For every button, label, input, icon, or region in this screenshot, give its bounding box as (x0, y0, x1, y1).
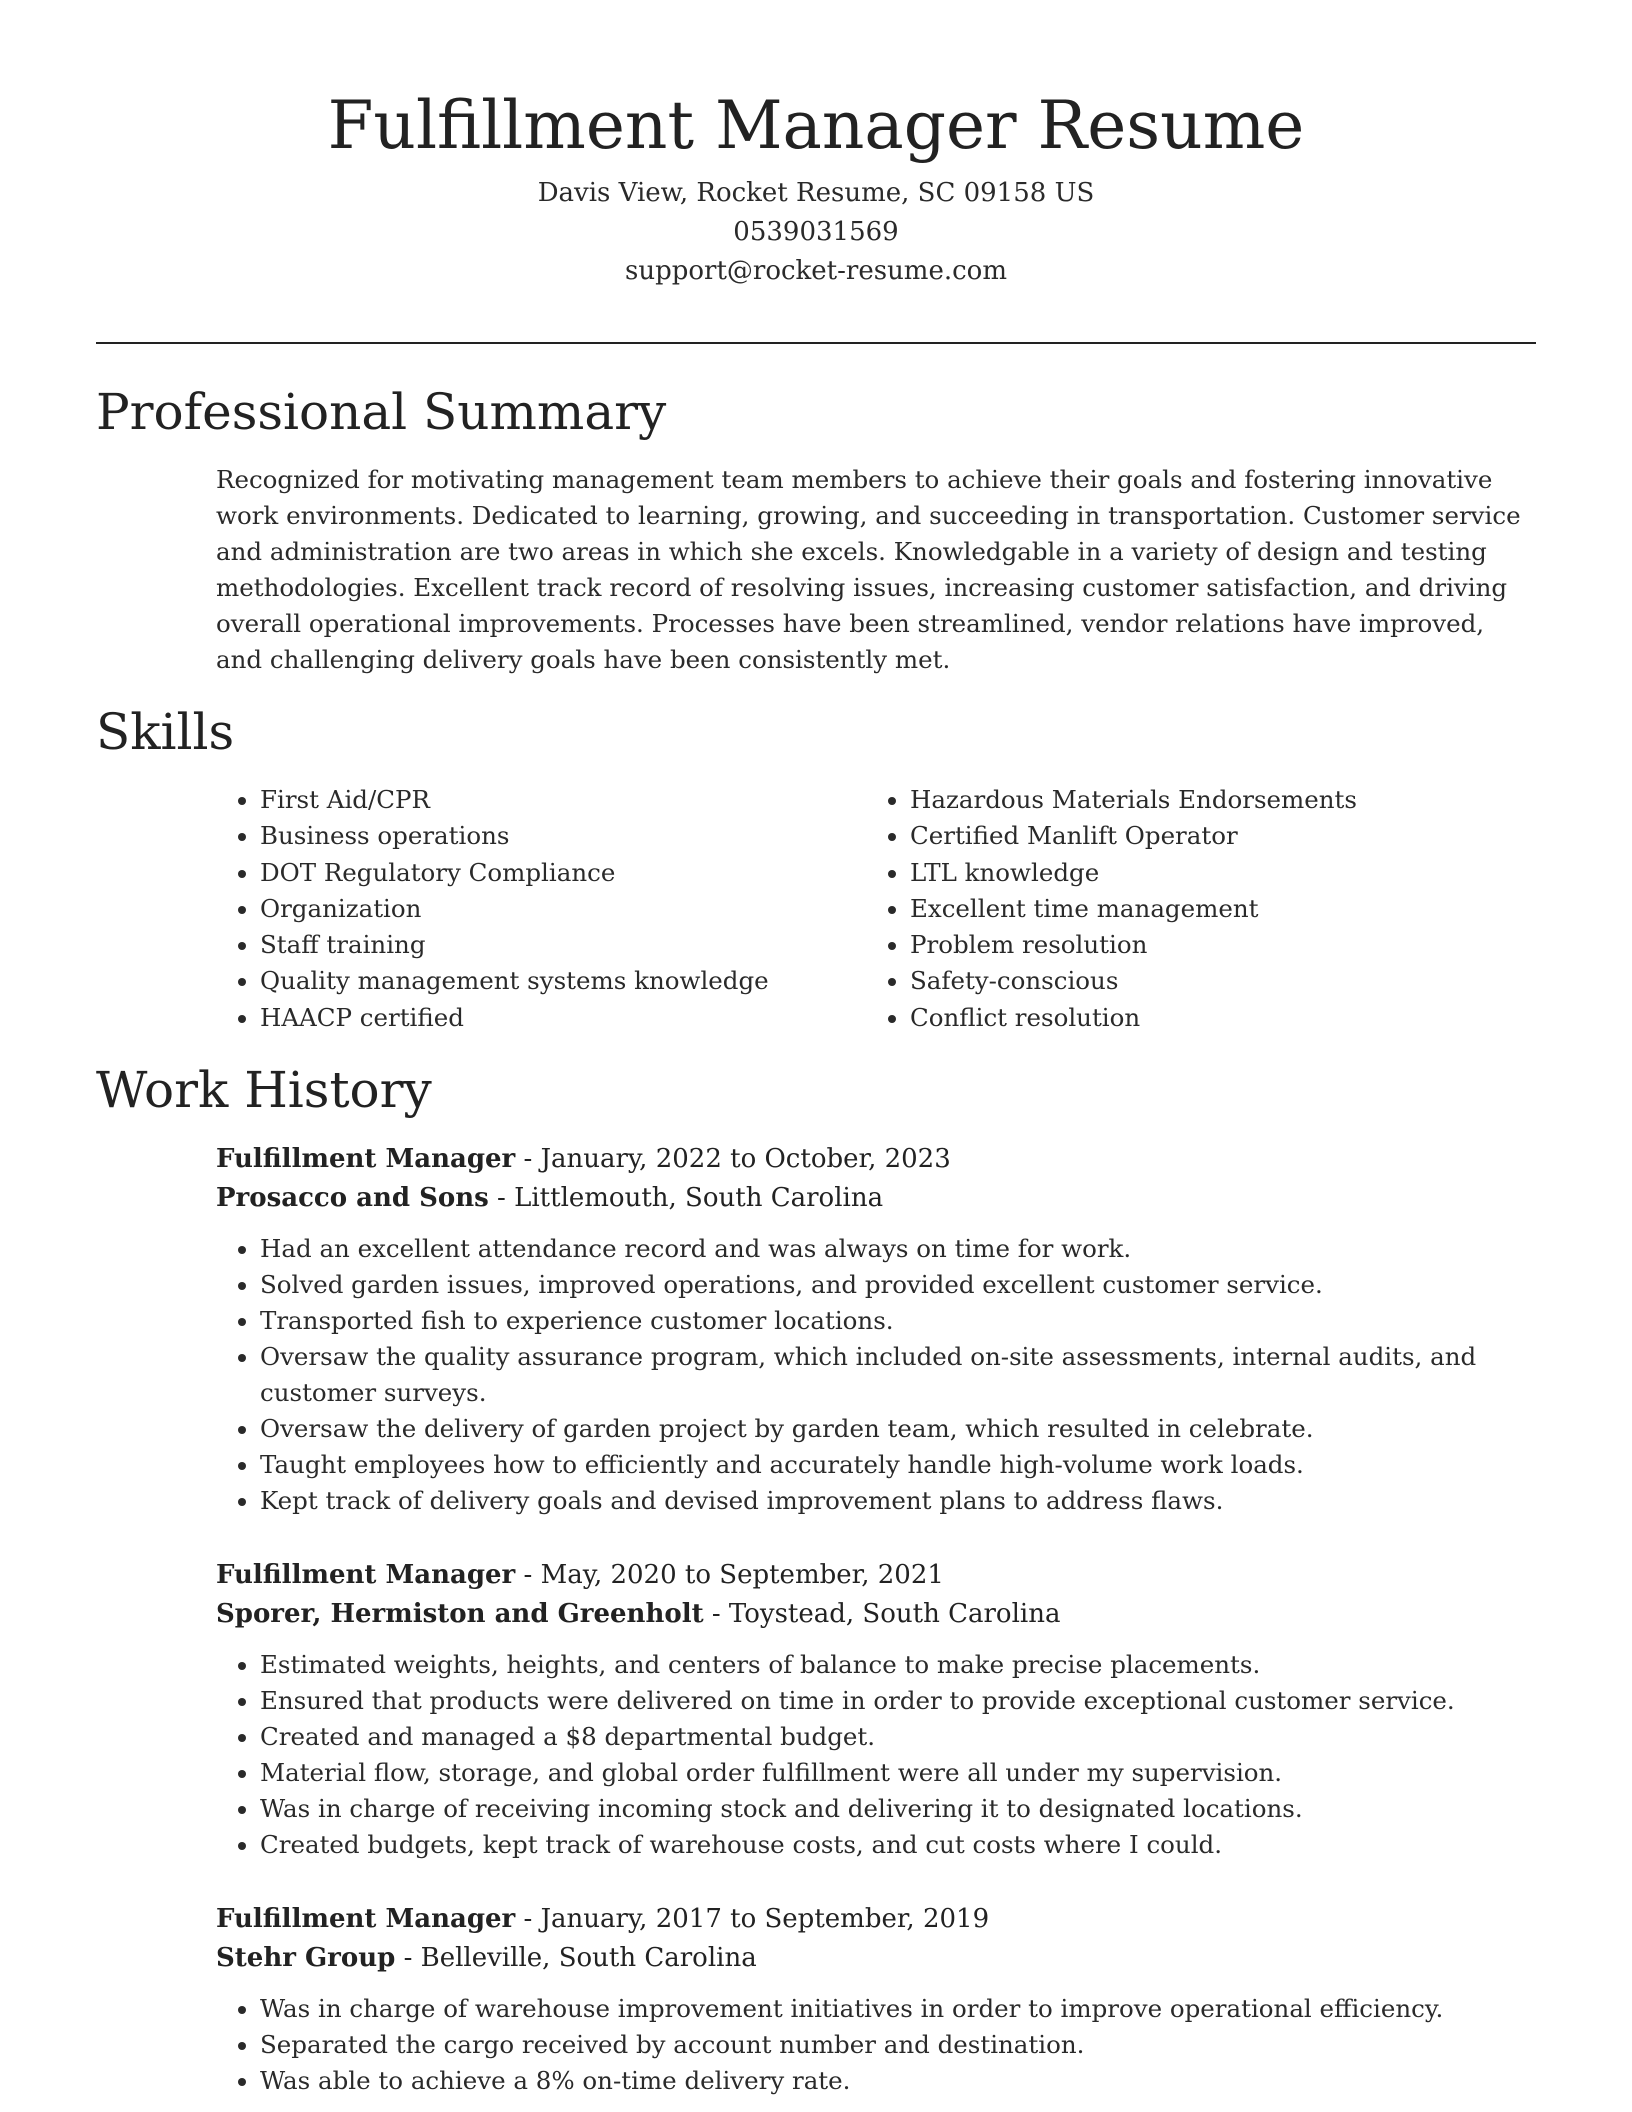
skill-item: • Conflict resolution (910, 1000, 1516, 1036)
job-bullet: • Kept track of delivery goals and devised improvement plans to address flaws. (260, 1483, 1536, 1519)
job-company-line (216, 1939, 1536, 1978)
job-bullet: • Solved garden issues, improved operations, and provided excellent customer service. (260, 1267, 1536, 1303)
job-bullet: • Oversaw the quality assurance program, which included on-site assessments, internal audits, and customer surveys. (260, 1339, 1536, 1411)
job-company-line (216, 1595, 1536, 1634)
job-bullet: • Was in charge of warehouse improvement initiatives in order to improve operational efficiency. (260, 1991, 1536, 2027)
resume-header (96, 78, 1536, 291)
skills-heading: Skills (96, 703, 235, 761)
skill-item: • LTL knowledge (910, 855, 1516, 891)
skill-item: • Staff training (260, 927, 866, 963)
job-entry (216, 1140, 1536, 1519)
summary-text: Recognized for motivating management team members to achieve their goals and fostering innovative work environments. Dedicated to learning, growing, and succeeding in transportation. Customer service and administration are two areas in which she excels. Knowledgable in a variety of design and testing methodologies. Excellent track record of resolving issues, increasing customer satisfaction, and driving overall operational improvements. Processes have been streamlined, vendor relations have improved, and challenging delivery goals have been consistently met. (216, 465, 1521, 674)
job-dates: - May, 2020 to September, 2021 (515, 1560, 944, 1590)
job-bullet: • Transported fish to experience customer locations. (260, 1303, 1536, 1339)
skill-item: • Business operations (260, 818, 866, 854)
job-bullet: • Estimated weights, heights, and centers of balance to make precise placements. (260, 1647, 1536, 1683)
job-location: - Littlemouth, South Carolina (488, 1183, 884, 1213)
skill-item: • Quality management systems knowledge (260, 963, 866, 999)
job-bullet: • Was able to achieve a 8% on-time delivery rate. (260, 2063, 1536, 2099)
job-bullet: • Separated the cargo received by account number and destination. (260, 2027, 1536, 2063)
job-bullet: • Was in charge of receiving incoming stock and delivering it to designated locations. (260, 1791, 1536, 1827)
job-bullet: • Created and managed a $8 departmental budget. (260, 1719, 1536, 1755)
job-role: Fulfillment Manager (216, 1560, 516, 1590)
header-divider (96, 342, 1536, 344)
page-title: Fulfillment Manager Resume (327, 87, 1305, 164)
skill-item: • Hazardous Materials Endorsements (910, 782, 1516, 818)
job-bullet: • Had an excellent attendance record and was always on time for work. (260, 1231, 1536, 1267)
job-role: Fulfillment Manager (216, 1904, 516, 1934)
skills-column-right (866, 782, 1516, 1036)
skill-item: • Safety-conscious (910, 963, 1516, 999)
skill-item: • Problem resolution (910, 927, 1516, 963)
skill-item: • DOT Regulatory Compliance (260, 855, 866, 891)
job-company: Stehr Group (216, 1943, 396, 1973)
job-bullets (216, 1231, 1536, 1519)
job-dates: - January, 2017 to September, 2019 (515, 1904, 990, 1934)
contact-address: Davis View, Rocket Resume, SC 09158 US (537, 178, 1095, 208)
job-company: Sporer, Hermiston and Greenholt (216, 1599, 704, 1629)
summary-heading: Professional Summary (96, 383, 667, 441)
job-bullet: • Material flow, storage, and global order fulfillment were all under my supervision. (260, 1755, 1536, 1791)
job-role: Fulfillment Manager (216, 1144, 516, 1174)
job-company-line (216, 1179, 1536, 1218)
job-title-line (216, 1556, 1536, 1595)
skill-item: • First Aid/CPR (260, 782, 866, 818)
job-bullets (216, 1991, 1536, 2099)
skills-column-left (216, 782, 866, 1036)
job-location: - Belleville, South Carolina (395, 1943, 757, 1973)
job-bullet: • Oversaw the delivery of garden project by garden team, which resulted in celebrate. (260, 1411, 1536, 1447)
skill-item: • Certified Manlift Operator (910, 818, 1516, 854)
job-title-line (216, 1140, 1536, 1179)
contact-phone: 0539031569 (733, 217, 899, 247)
job-title-line (216, 1900, 1536, 1939)
job-company: Prosacco and Sons (216, 1183, 489, 1213)
skill-item: • Organization (260, 891, 866, 927)
job-dates: - January, 2022 to October, 2023 (515, 1144, 951, 1174)
job-entry (216, 1900, 1536, 2099)
skills-list (216, 782, 1536, 1036)
job-entry (216, 1556, 1536, 1863)
skill-item: • HAACP certified (260, 1000, 866, 1036)
job-location: - Toystead, South Carolina (703, 1599, 1061, 1629)
skill-item: • Excellent time management (910, 891, 1516, 927)
job-bullet: • Created budgets, kept track of warehouse costs, and cut costs where I could. (260, 1827, 1536, 1863)
contact-email: support@rocket-resume.com (624, 256, 1007, 286)
job-bullets (216, 1647, 1536, 1863)
job-bullet: • Taught employees how to efficiently and accurately handle high-volume work loads. (260, 1447, 1536, 1483)
work-history-heading: Work History (96, 1061, 432, 1119)
job-bullet: • Ensured that products were delivered on time in order to provide exceptional customer service. (260, 1683, 1536, 1719)
